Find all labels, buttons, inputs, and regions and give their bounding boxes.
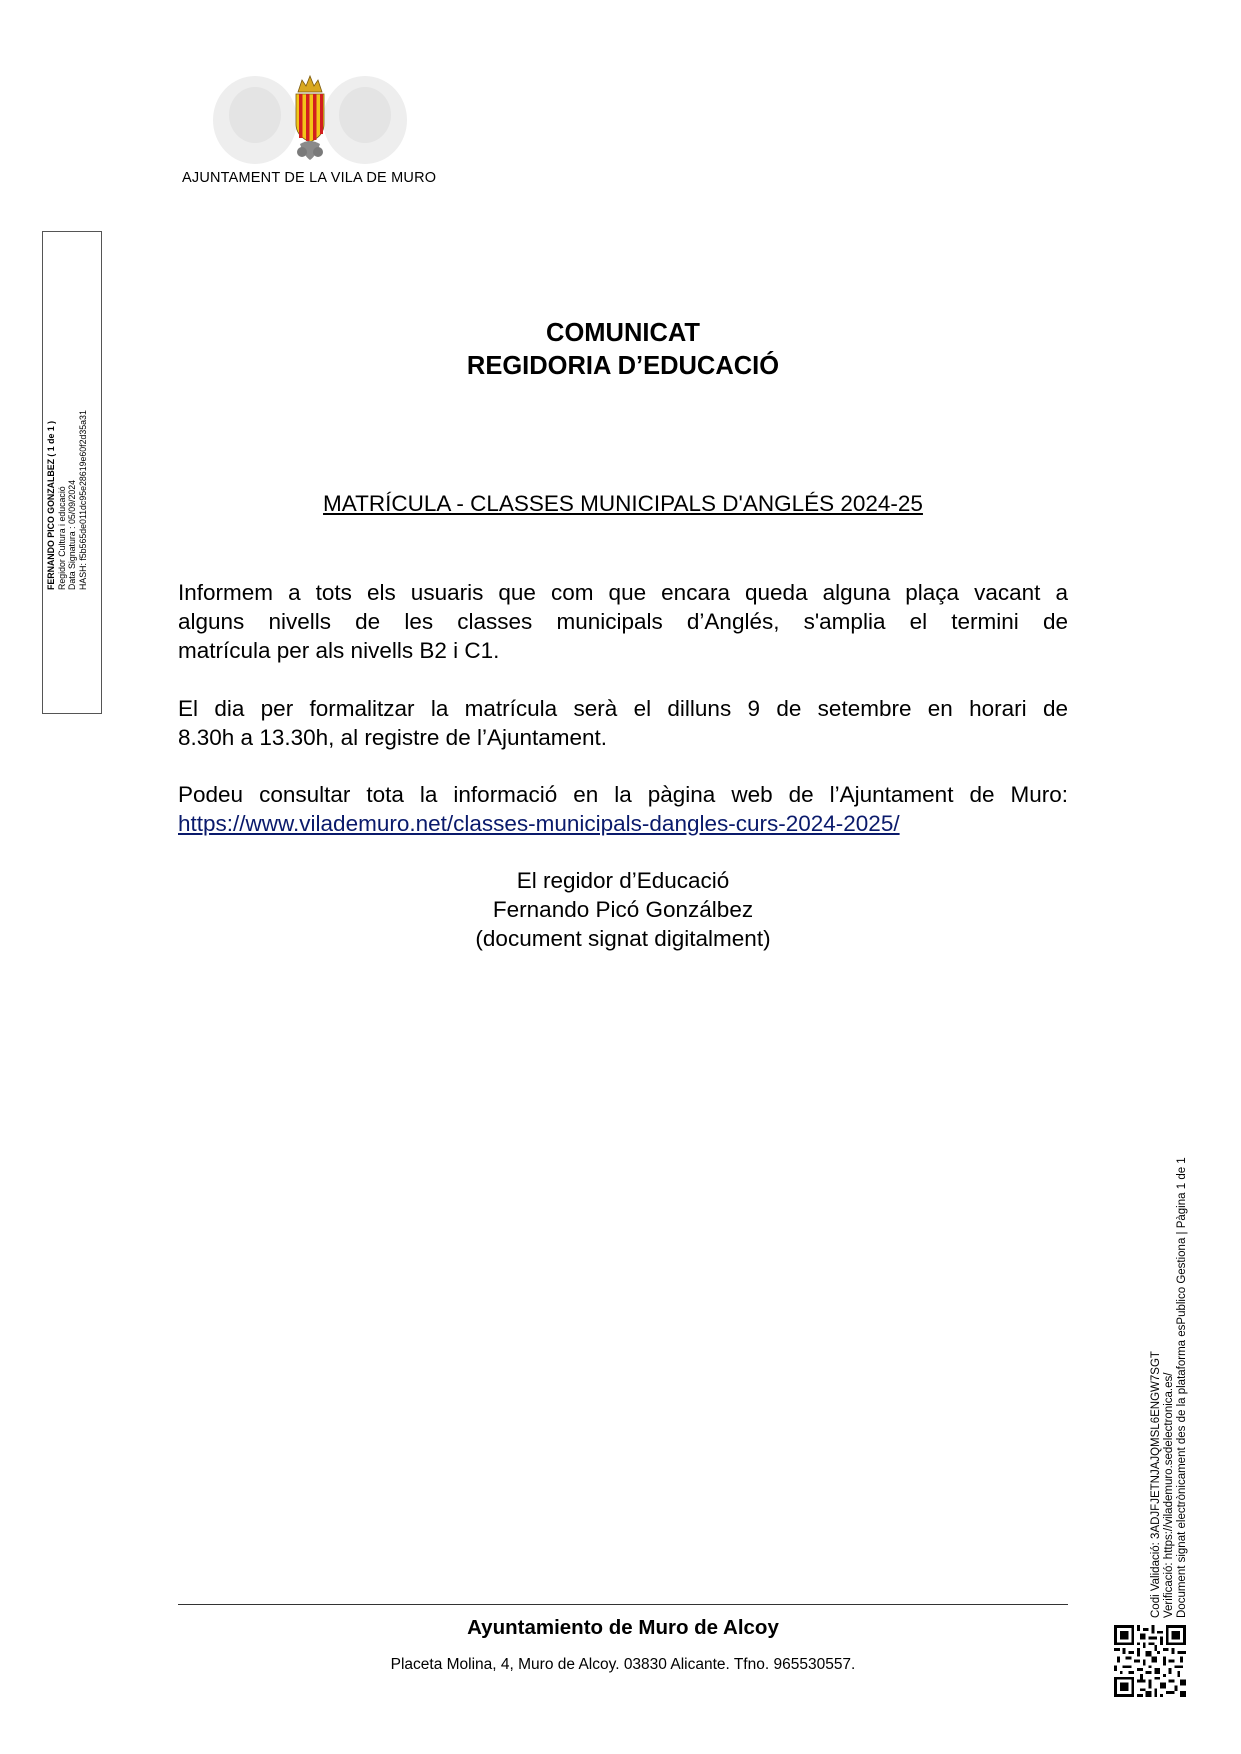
- platform-note: Document signat electrònicament des de la plataforma esPublico Gestiona | Pàgina 1 de 1: [1176, 1157, 1188, 1618]
- municipal-logo: [182, 70, 450, 188]
- paragraph-line: alguns nivells de les classes municipals d’Anglés, s'amplia el termini de: [178, 609, 1068, 634]
- document-title: COMUNICAT: [546, 319, 700, 347]
- paragraph-line: 8.30h a 13.30h, al registre de l’Ajuntament.: [178, 725, 608, 750]
- paragraph-line: matrícula per als nivells B2 i C1.: [178, 638, 500, 663]
- qr-code-icon: [1114, 1625, 1186, 1697]
- verification-url: Verificació: https://vilademuro.sedelectronica.es/: [1163, 1372, 1175, 1618]
- footer-address: Placeta Molina, 4, Muro de Alcoy. 03830 Alicante. Tfno. 965530557.: [390, 1656, 856, 1673]
- paragraph-more-info: [178, 780, 1068, 838]
- paragraph-line: [178, 809, 1068, 838]
- digital-signature-note: (document signat digitalment): [475, 926, 771, 951]
- footer-organization: Ayuntamiento de Muro de Alcoy: [467, 1616, 779, 1639]
- validation-code: Codi Validació: 3ADJFJETNJAJQMSL6ENGW7SGT: [1150, 1351, 1162, 1618]
- validation-text: [1150, 1157, 1189, 1618]
- coat-of-arms-icon: [210, 70, 410, 170]
- paragraph-line: El dia per formalitzar la matrícula serà el dilluns 9 de setembre en horari de: [178, 696, 1068, 721]
- footer-divider: [178, 1604, 1068, 1605]
- info-web-link[interactable]: https://www.vilademuro.net/classes-municipals-dangles-curs-2024-2025/: [178, 811, 900, 836]
- signer-role: Regidor Cultura i educació: [56, 486, 67, 590]
- signature-stamp-text: [46, 360, 88, 590]
- paragraph-announcement: [178, 578, 1068, 665]
- signature-date: Data Signatura : 05/09/2024: [67, 479, 77, 590]
- signer-name: FERNANDO PICO GONZALBEZ ( 1 de 1 ): [46, 420, 56, 590]
- paragraph-enrollment-date: [178, 694, 1068, 752]
- document-subtitle: MATRÍCULA - CLASSES MUNICIPALS D'ANGLÉS 2024-25: [323, 491, 923, 516]
- document-department: REGIDORIA D’EDUCACIÓ: [466, 352, 780, 380]
- signer-name-line: Fernando Picó Gonzálbez: [492, 897, 754, 922]
- signature-hash: HASH: f5b565de011dc95e28619e60f2d35a31: [77, 410, 88, 590]
- signer-role-line: El regidor d’Educació: [516, 868, 730, 893]
- paragraph-line: Podeu consultar tota la informació en la pàgina web de l’Ajuntament de Muro:: [178, 782, 1068, 807]
- logo-text: AJUNTAMENT DE LA VILA DE MURO: [182, 170, 437, 186]
- paragraph-line: Informem a tots els usuaris que com que encara queda alguna plaça vacant a: [178, 580, 1068, 605]
- signature-block: [178, 866, 1068, 953]
